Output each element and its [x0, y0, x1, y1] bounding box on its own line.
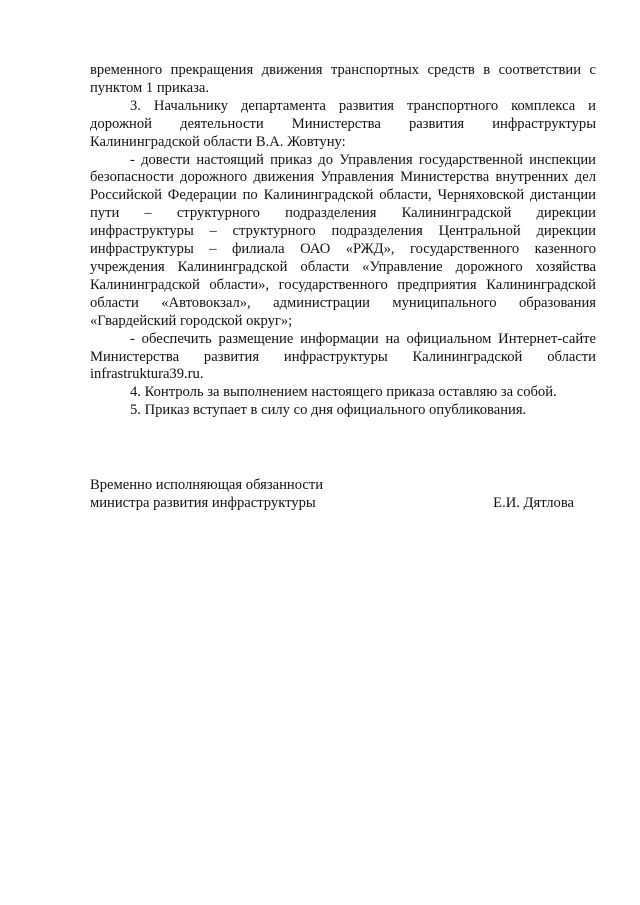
signature-position-line2: министра развития инфраструктуры — [90, 495, 316, 511]
paragraph-item-4: 4. Контроль за выполнением настоящего приказа оставляю за собой. — [130, 384, 557, 401]
paragraph-bring-order-notice: - довести настоящий приказ до Управления государственной инспекции безопасности дорожного движения Управления Министерства внутренних дел Российской Федерации по Калининградской области, Черняховской дистанции пути – структурного подразделения Калининградской дирекции инфраструктуры – структурного подразделения Центральной дирекции инфраструктуры – филиала ОАО «РЖД», государственного казенного учреждения Калининградской области «Управление дорожного хозяйства Калининградской области», государственного предприятия Калининградской области «Автовокзал», администрации муниципального образования «Гвардейский городской округ»; — [90, 151, 596, 329]
signature-position-line1: Временно исполняющая обязанности — [90, 477, 324, 493]
paragraph-continuation: временного прекращения движения транспортных средств в соответствии с пунктом 1 приказа. — [90, 62, 596, 96]
paragraph-item-5: 5. Приказ вступает в силу со дня официального опубликования. — [130, 402, 527, 419]
paragraph-item-3: 3. Начальнику департамента развития транспортного комплекса и дорожной деятельности Министерства развития инфраструктуры Калининградской области В.А. Жовтуну: — [90, 97, 596, 150]
signature-row — [90, 494, 574, 512]
document-body — [90, 62, 596, 420]
signature-block — [90, 476, 574, 512]
signatory-name: Е.И. Дятлова — [493, 495, 574, 511]
paragraph-publish-info: - обеспечить размещение информации на официальном Интернет-сайте Министерства развития инфраструктуры Калининградской области infrastruktura39.ru. — [90, 330, 596, 383]
